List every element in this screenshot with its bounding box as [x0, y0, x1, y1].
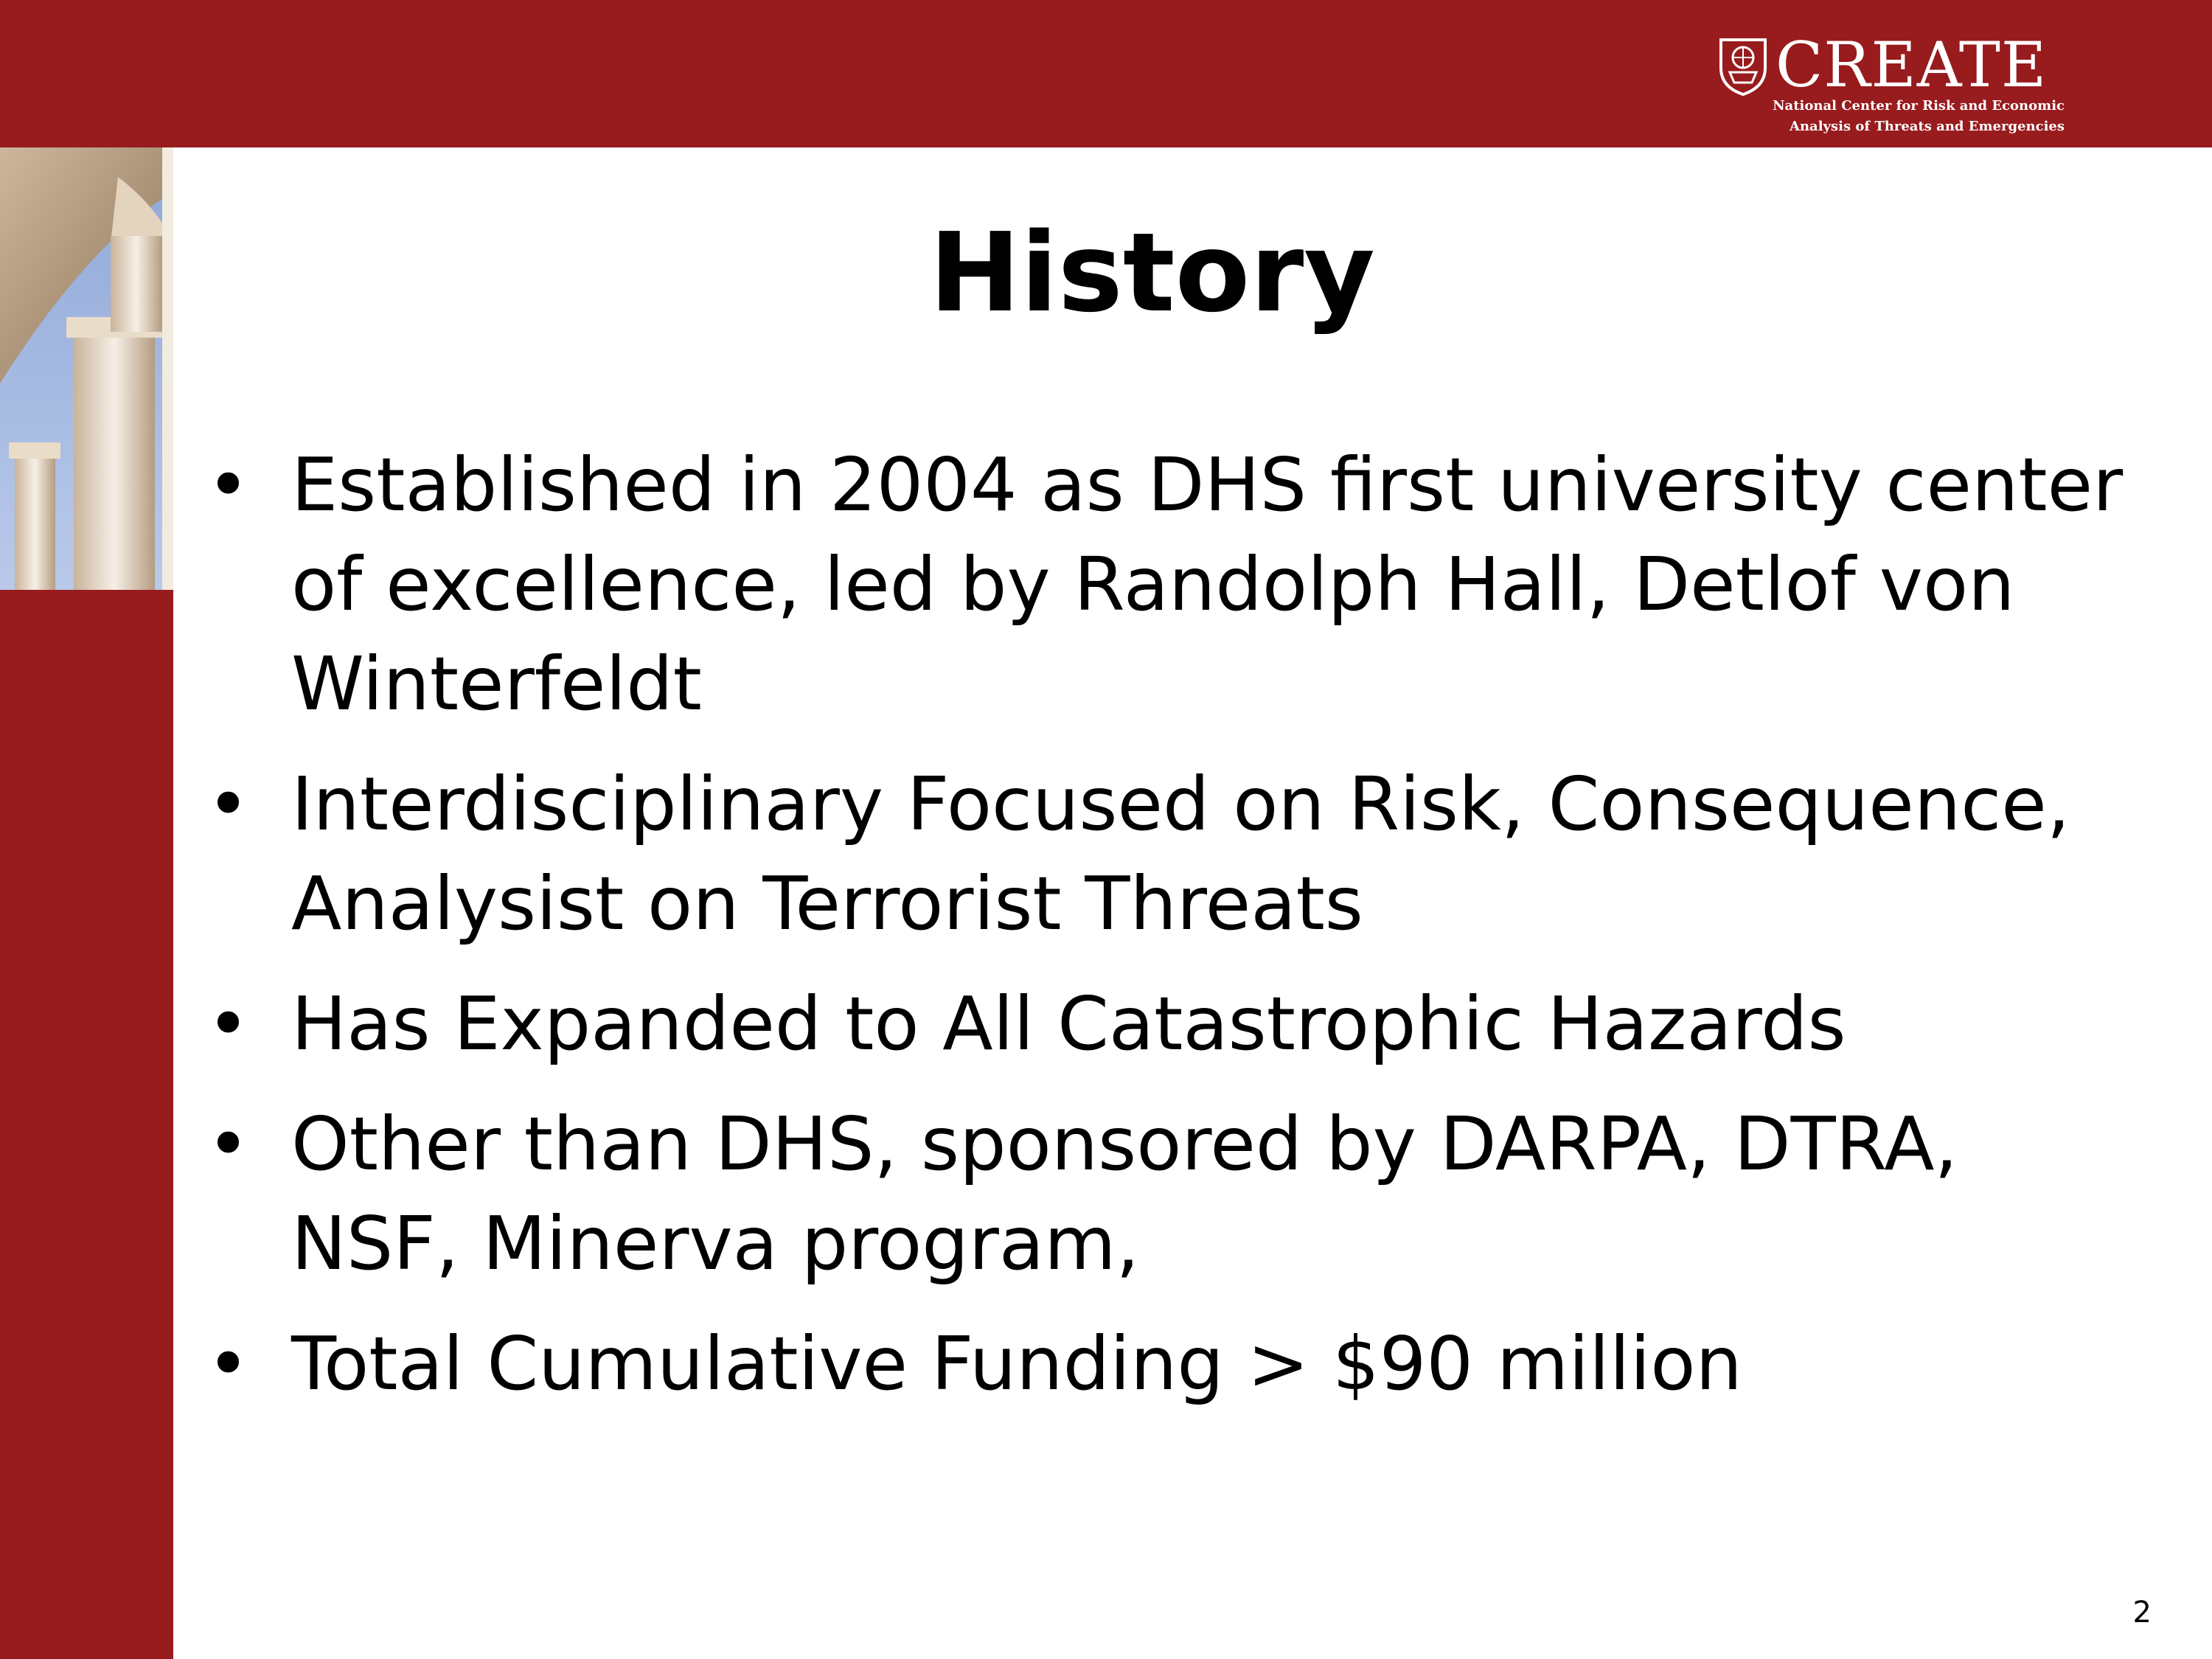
bullet-icon: •	[206, 981, 250, 1067]
logo-subtitle-line-1: National Center for Risk and Economic	[1773, 98, 2065, 114]
columns-photo	[0, 147, 173, 590]
bullet-item	[206, 1314, 2124, 1413]
bullet-icon: •	[206, 761, 250, 847]
create-logo	[1718, 29, 2065, 134]
bullet-item	[206, 435, 2124, 734]
logo-wordmark: CREATE	[1775, 29, 2048, 101]
slide-title: History	[929, 209, 1375, 336]
bullet-text: Interdisciplinary Focused on Risk, Consequence, Analysist on Terrorist Threats	[291, 761, 2070, 947]
bullet-item	[206, 1094, 2124, 1293]
bullet-icon: •	[206, 1101, 250, 1187]
bullet-icon: •	[206, 442, 250, 528]
logo-subtitle	[1755, 96, 2065, 137]
bullet-text: Has Expanded to All Catastrophic Hazards	[291, 981, 1846, 1067]
logo-subtitle-line-2: Analysis of Threats and Emergencies	[1789, 119, 2065, 134]
bullet-item	[206, 974, 2124, 1074]
bullet-icon: •	[206, 1321, 250, 1407]
usc-seal-icon	[1718, 35, 1768, 97]
bullet-text: Total Cumulative Funding > $90 million	[291, 1321, 1742, 1407]
slide-number: 2	[2132, 1596, 2152, 1630]
bullet-text: Established in 2004 as DHS first university center of excellence, led by Randolph Hall, Detlof von Winterfeldt	[291, 442, 2124, 727]
bullet-text: Other than DHS, sponsored by DARPA, DTRA, NSF, Minerva program,	[291, 1101, 1958, 1287]
bullet-item	[206, 754, 2124, 953]
bullet-list	[206, 435, 2124, 1434]
